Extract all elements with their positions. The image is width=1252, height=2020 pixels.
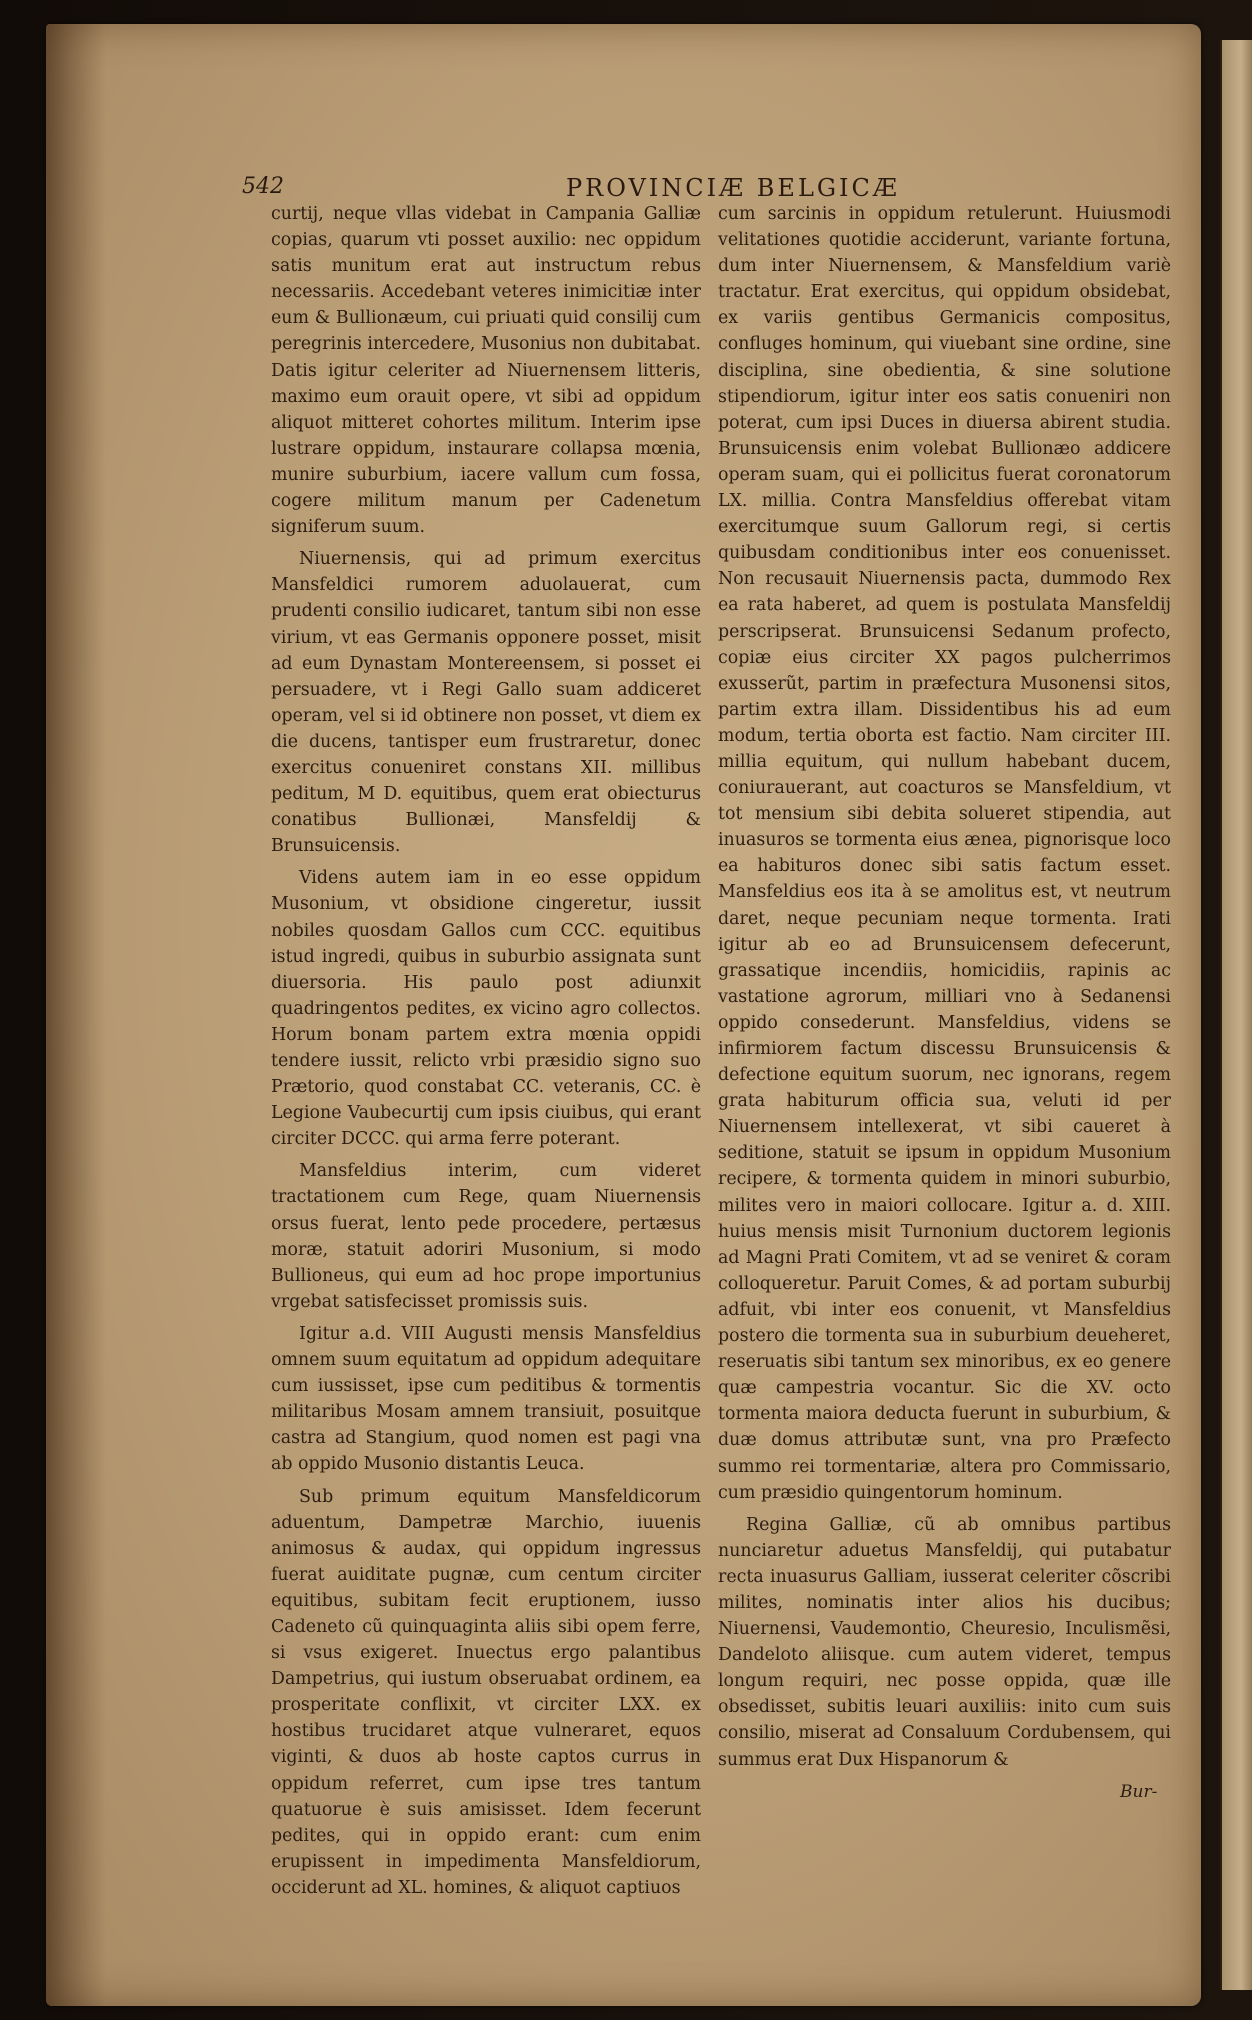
page-gutter-shadow	[46, 24, 106, 2006]
paragraph: Sub primum equitum Mansfeldicorum aduentum, Dampetræ Marchio, iuuenis animosus & audax, qui oppidum ingressus fuerat auiditate pugnæ, cum centum circiter equitibus, subitam fecit eruptionem, iusso Cadeneto cũ quinquaginta aliis sibi opem ferre, si vsus exigeret. Inuectus ergo palantibus Dampetrius, qui iustum obseruabat ordinem, ea prosperitate conflixit, vt circiter LXX. ex hostibus trucidaret atque vulneraret, equos viginti, & duos ab hoste captos currus in oppidum referret, cum ipse tres tantum quatuorue è suis amisisset. Idem fecerunt pedites, qui in oppido erant: cum enim erupissent in impedimenta Mansfeldiorum, occiderunt ad XL. homines, & aliquot captiuos	[271, 1486, 701, 1898]
page-number: 542	[242, 174, 284, 199]
paragraph: curtij, neque vllas videbat in Campania Galliæ copias, quarum vti posset auxilio: nec oppidum satis munitum erat aut instructum rebus necessariis. Accedebant veteres inimicitiæ inter eum & Bullionæum, cui priuati quid consilij cum peregrinis intercedere, Musonius non dubitabat. Datis igitur celeriter ad Niuernensem litteris, maximo eum orauit opere, vt sibi ad oppidum aliquot mitteret cohortes militum. Interim ipse lustrare oppidum, instaurare collapsa mœnia, munire suburbium, iacere vallum cum fossa, cogere militum manum per Cadenetum signiferum suum.	[271, 204, 701, 538]
catchword: Bur-	[1120, 1782, 1158, 1802]
paragraph: Niuernensis, qui ad primum exercitus Mansfeldici rumorem aduolauerat, cum prudenti consilio iudicaret, tantum sibi non esse virium, vt eas Germanis opponere posset, misit ad eum Dynastam Montereensem, si posset ei persuadere, vt i Regi Gallo suam addiceret operam, vel si id obtinere non posset, vt diem ex die ducens, tantisper eum frustraretur, donec exercitus conueniret constans XII. millibus peditum, M D. equitibus, quem erat obiecturus conatibus Bullionæi, Mansfeldij & Brunsuicensis.	[271, 549, 701, 857]
paragraph: Regina Galliæ, cũ ab omnibus partibus nunciaretur aduetus Mansfeldij, qui putabatur recta inuasurus Galliam, iusserat celeriter cõscribi milites, nominatis inter alios his ducibus; Niuernensi, Vaudemontio, Cheuresio, Inculismẽsi, Dandeloto aliisque. cum autem videret, tempus longum requiri, nec posse oppida, quæ ille obsedisset, subitis leuari auxiliis: inito cum suis consilio, miserat ad Consaluum Cordubensem, qui summus erat Dux Hispanorum &	[718, 1514, 1171, 1770]
paragraph: cum sarcinis in oppidum retulerunt. Huiusmodi velitationes quotidie acciderunt, variante fortuna, dum inter Niuernensem, & Mansfeldium variè tractatur. Erat exercitus, qui oppidum obsidebat, ex variis gentibus Germanicis compositus, confluges hominum, qui viuebant sine ordine, sine disciplina, sine obedientia, & sine solutione stipendiorum, igitur inter eos satis conueniri non poterat, cum ipsi Duces in diuersa abirent studia. Brunsuicensis enim volebat Bullionæo addicere operam suam, qui ei pollicitus fuerat coronatorum LX. millia. Contra Mansfeldius offerebat vitam exercitumque suum Gallorum regi, si certis quibusdam conditionibus inter eos conuenisset. Non recusauit Niuernensis pacta, dummodo Rex ea rata haberet, ad quem is postulata Mansfeldij perscripserat. Brunsuicensi Sedanum profecto, copiæ eius circiter XX pagos pulcherrimos exusserũt, partim in præfectura Musonensi sitos, partim extra illam. Dissidentibus his ad eum modum, tertia oborta est factio. Nam circiter III. millia equitum, qui nullum habebant ducem, coniurauerant, aut coacturos se Mansfeldium, vt tot mensium sibi debita solueret stipendia, aut inuasuros se tormenta eius ænea, pignorisque loco ea habituros donec sibi satis factum esset. Mansfeldius eos ita à se amolitus est, vt neutrum daret, neque pecuniam neque tormenta. Irati igitur ab eo ad Brunsuicensem defecerunt, grassatique incendiis, homicidiis, rapinis ac vastatione agrorum, milliari vno à Sedanensi oppido consederunt. Mansfeldius, videns se infirmiorem factum discessu Brunsuicensis & defectione equitum suorum, nec ignorans, regem grata habiturum officia sua, veluti id per Niuernensem intellexerat, vt sibi caueret à seditione, statuit se ipsum in oppidum Musonium recipere, & tormenta quidem in minori suburbio, milites vero in maiori collocare. Igitur a. d. XIII. huius mensis misit Turnonium ductorem legionis ad Magni Prati Comitem, vt ad se veniret & coram colloqueretur. Paruit Comes, & ad portam suburbij adfuit, vbi inter eos conuenit, vt Mansfeldius postero die tormenta sua in suburbium deueheret, reseruatis sibi tantum sex minoribus, ex eo genere quæ campestria vocantur. Sic die XV. octo tormenta maiora deducta fuerunt in suburbium, & duæ domus attributæ sunt, vna pro Præfecto summo rei tormentariæ, altera pro Commissario, cum præsidio quingentorum hominum.	[718, 204, 1171, 1503]
paragraph: Videns autem iam in eo esse oppidum Musonium, vt obsidione cingeretur, iussit nobiles quosdam Gallos cum CCC. equitibus istud ingredi, quibus in suburbio assignata sunt diuersoria. His paulo post adiunxit quadringentos pedites, ex vicino agro collectos. Horum bonam partem extra mœnia oppidi tendere iussit, relicto vrbi præsidio signo suo Prætorio, quod constabat CC. veteranis, CC. è Legione Vaubecurtij cum ipsis ciuibus, qui erant circiter DCCC. qui arma ferre poterant.	[271, 868, 701, 1150]
next-page-edge	[1220, 40, 1252, 1990]
running-title: PROVINCIÆ BELGICÆ	[566, 174, 900, 202]
right-column	[718, 201, 1171, 1779]
left-column	[271, 201, 701, 1907]
paragraph: Mansfeldius interim, cum videret tractationem cum Rege, quam Niuernensis orsus fuerat, lento pede procedere, pertæsus moræ, statuit adoriri Musonium, si modo Bullioneus, qui eum ad hoc prope importunius vrgebat satisfecisset promissis suis.	[271, 1161, 701, 1312]
page	[46, 24, 1201, 2006]
paragraph: Igitur a.d. VIII Augusti mensis Mansfeldius omnem suum equitatum ad oppidum adequitare cum iussisset, ipse cum peditibus & tormentis militaribus Mosam amnem transiuit, posuitque castra ad Stangium, quod nomen est pagi vna ab oppido Musonio distantis Leuca.	[271, 1323, 701, 1475]
